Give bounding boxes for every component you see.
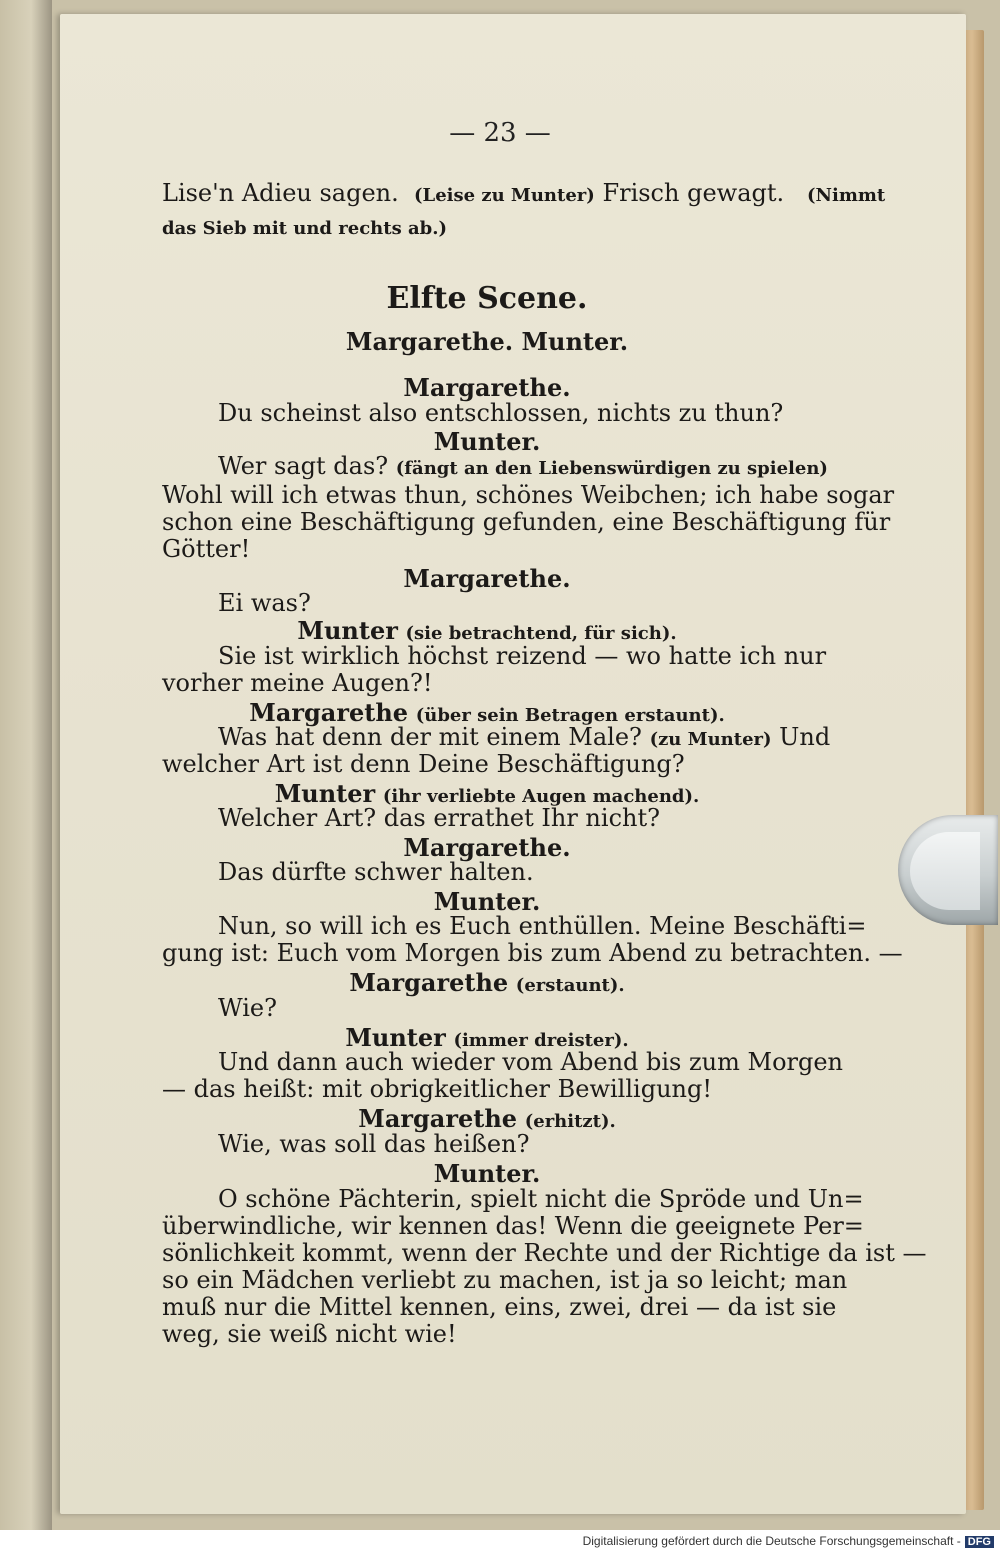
dialogue-line: Du scheinst also entschlossen, nichts zu thun?: [218, 399, 784, 427]
speaker-line: Margarethe (über sein Betragen erstaunt).: [249, 698, 725, 727]
dialogue-line: Wohl will ich etwas thun, schönes Weibchen; ich habe sogar: [162, 481, 895, 509]
speaker-line: Munter (ihr verliebte Augen machend).: [274, 779, 700, 808]
speaker-line: Margarethe (erstaunt).: [349, 968, 625, 997]
dialogue-line: Wie?: [218, 994, 277, 1022]
dialogue-line: Welcher Art? das errathet Ihr nicht?: [218, 804, 660, 832]
scene-title: Elfte Scene.: [386, 281, 588, 316]
scene-persons: Margarethe. Munter.: [345, 327, 629, 356]
dialogue-line: überwindliche, wir kennen das! Wenn die geeignete Per=: [162, 1212, 864, 1240]
dialogue-line: welcher Art ist denn Deine Beschäftigung?: [162, 750, 685, 778]
speaker-line: Munter (sie betrachtend, für sich).: [297, 616, 677, 645]
left-page-edge: [0, 0, 52, 1530]
dialogue-line: Was hat denn der mit einem Male? (zu Munter) Und: [218, 723, 831, 751]
dialogue-line: muß nur die Mittel kennen, eins, zwei, drei — da ist sie: [162, 1293, 837, 1321]
page-number: — 23 —: [449, 118, 551, 148]
dialogue-line: gung ist: Euch vom Morgen bis zum Abend zu betrachten. —: [162, 939, 903, 967]
dialogue-line: Götter!: [162, 535, 251, 563]
stage-direction: das Sieb mit und rechts ab.): [162, 218, 448, 239]
page-clip-highlight: [910, 832, 980, 910]
dialogue-line: Das dürfte schwer halten.: [218, 858, 534, 886]
dialogue-line: Nun, so will ich es Euch enthüllen. Meine Beschäfti=: [218, 912, 867, 940]
speaker-line: Munter (immer dreister).: [345, 1023, 629, 1052]
dialogue-line: Ei was?: [218, 589, 311, 617]
speaker-name: Margarethe.: [403, 833, 571, 862]
speaker-name: Munter.: [433, 887, 541, 916]
speaker-name: Munter.: [433, 1159, 541, 1188]
digitization-footer: [0, 1534, 1000, 1552]
dialogue-line: Wer sagt das? (fängt an den Liebenswürdigen zu spielen): [218, 452, 828, 480]
speaker-name: Munter.: [433, 427, 541, 456]
dfg-logo: DFG: [965, 1536, 994, 1548]
speaker-line: Margarethe (erhitzt).: [358, 1104, 616, 1133]
dialogue-line: so ein Mädchen verliebt zu machen, ist ja so leicht; man: [162, 1266, 848, 1294]
footer-credit: Digitalisierung gefördert durch die Deutsche Forschungsgemeinschaft -: [582, 1534, 961, 1548]
dialogue-line: Wie, was soll das heißen?: [218, 1130, 530, 1158]
dialogue-line: weg, sie weiß nicht wie!: [162, 1320, 457, 1348]
dialogue-line: — das heißt: mit obrigkeitlicher Bewilligung!: [162, 1075, 712, 1103]
speaker-name: Margarethe.: [403, 373, 571, 402]
dialogue-line: schon eine Beschäftigung gefunden, eine Beschäftigung für: [162, 508, 891, 536]
dialogue-line: Und dann auch wieder vom Abend bis zum Morgen: [218, 1048, 844, 1076]
text-line: Lise'n Adieu sagen. (Leise zu Munter) Frisch gewagt. (Nimmt: [162, 179, 886, 207]
dialogue-line: O schöne Pächterin, spielt nicht die Spröde und Un=: [218, 1185, 864, 1213]
dialogue-line: sönlichkeit kommt, wenn der Rechte und der Richtige da ist —: [162, 1239, 927, 1267]
dialogue-line: vorher meine Augen?!: [162, 669, 433, 697]
speaker-name: Margarethe.: [403, 564, 571, 593]
dialogue-line: Sie ist wirklich höchst reizend — wo hatte ich nur: [218, 642, 827, 670]
